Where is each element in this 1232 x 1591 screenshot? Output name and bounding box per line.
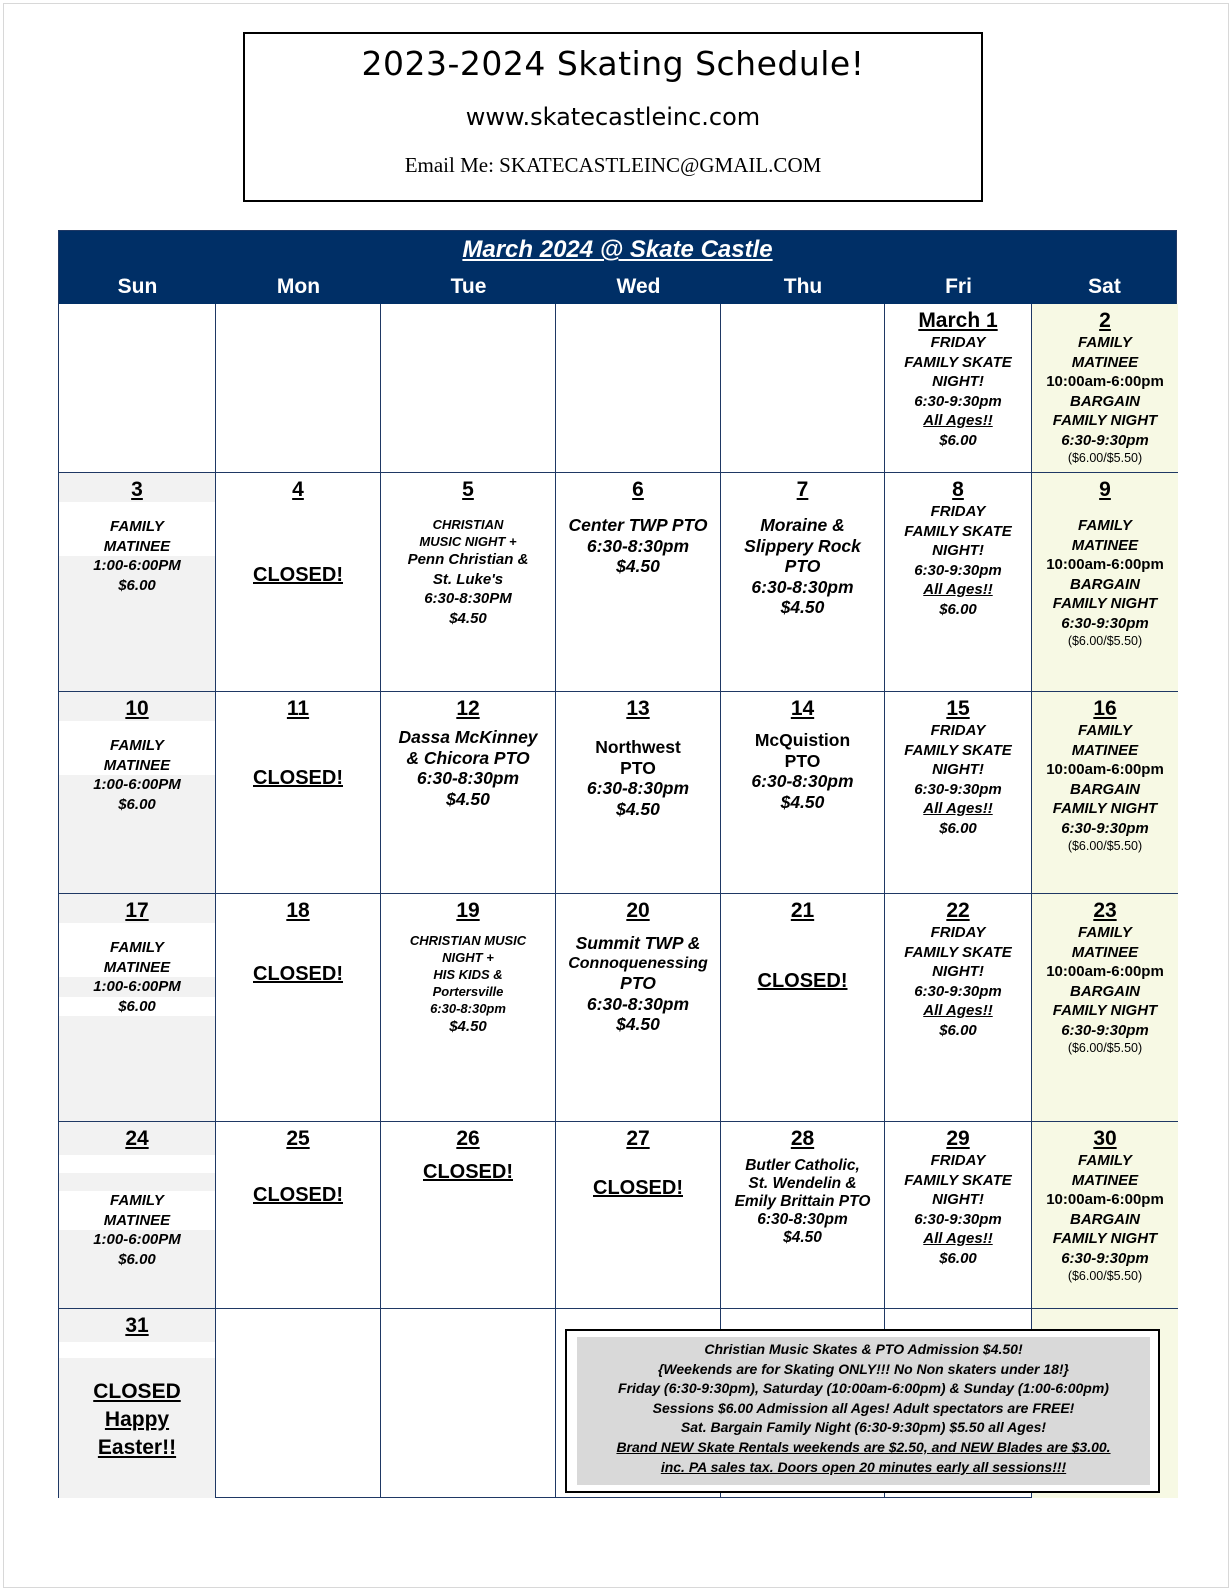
event-line: $6.00 [939, 1021, 977, 1039]
event-line: FAMILY SKATE [904, 943, 1012, 961]
weekday-mon: Mon [276, 275, 321, 298]
event-line: PTO [620, 757, 656, 778]
day-cell-mar28 [721, 1122, 885, 1309]
event-line: MUSIC NIGHT + [419, 534, 517, 549]
weekday-sat: Sat [1088, 275, 1121, 298]
day-number: 27 [626, 1127, 650, 1150]
day-number: 23 [1093, 899, 1117, 922]
event-line: $4.50 [780, 791, 825, 812]
event-line: $6.00 [118, 997, 156, 1015]
day-number: 31 [125, 1314, 149, 1337]
event-line: 1:00-6:00PM [93, 776, 181, 793]
event-line: 6:30-8:30PM [424, 590, 512, 607]
event-line: Summit TWP & [575, 933, 701, 953]
note-line: Friday (6:30-9:30pm), Saturday (10:00am-6:00pm) & Sunday (1:00-6:00pm) [618, 1380, 1109, 1397]
day-number: 19 [456, 899, 480, 922]
event-line: 6:30-9:30pm [914, 1210, 1002, 1228]
event-line: All Ages!! [923, 1230, 993, 1247]
day-cell-mar4 [216, 473, 381, 692]
event-line: Northwest [595, 737, 681, 757]
day-number: 3 [131, 478, 143, 501]
closed-label: CLOSED! [423, 1161, 513, 1183]
event-line: MATINEE [1071, 536, 1139, 554]
event-line: All Ages!! [923, 800, 993, 817]
event-line: $6.00 [939, 431, 977, 449]
event-line: FRIDAY [930, 1152, 986, 1169]
event-line: ($6.00/$5.50) [1067, 1041, 1143, 1055]
event-line: MATINEE [103, 958, 171, 976]
event-line: 6:30-9:30pm [914, 780, 1002, 798]
event-line: FAMILY SKATE [904, 353, 1012, 371]
event-line: BARGAIN [1070, 780, 1140, 798]
weekday-sun: Sun [117, 275, 158, 298]
day-number: 12 [456, 697, 480, 720]
event-line: St. Luke's [432, 570, 504, 588]
event-line: FAMILY [1078, 924, 1132, 941]
event-line: FAMILY [110, 737, 164, 754]
day-cell-empty [381, 304, 556, 473]
day-number: March 1 [918, 309, 998, 332]
closed-label: CLOSED! [593, 1177, 683, 1199]
event-line: MATINEE [1071, 943, 1139, 961]
day-number: 26 [456, 1127, 480, 1150]
day-cell-empty [216, 1309, 381, 1498]
weekday-thu: Thu [783, 275, 823, 298]
event-line: MATINEE [1071, 353, 1139, 371]
event-line: 10:00am-6:00pm [1046, 761, 1164, 778]
day-cell-mar25 [216, 1122, 381, 1309]
event-line: FAMILY NIGHT [1052, 1002, 1158, 1019]
event-line: $6.00 [118, 795, 156, 813]
day-number: 16 [1093, 697, 1117, 720]
event-line: 6:30-9:30pm [914, 982, 1002, 1000]
closed-label: CLOSED! [253, 963, 343, 985]
event-line: FRIDAY [930, 924, 986, 941]
day-cell-mar27 [556, 1122, 721, 1309]
event-line: Moraine & [760, 515, 845, 535]
day-cell-mar21 [721, 894, 885, 1122]
event-line: FAMILY [110, 939, 164, 956]
day-cell-mar3 [59, 473, 216, 692]
day-cell-mar26 [381, 1122, 556, 1309]
event-line: 1:00-6:00PM [93, 978, 181, 995]
day-number: 21 [790, 899, 815, 922]
event-line: & Chicora PTO [406, 747, 530, 768]
day-cell-mar14 [721, 692, 885, 894]
day-cell-mar12 [381, 692, 556, 894]
day-number: 29 [946, 1127, 970, 1150]
day-cell-mar11 [216, 692, 381, 894]
event-line: FAMILY NIGHT [1052, 1230, 1158, 1247]
admission-notes [577, 1337, 1150, 1485]
event-line: 6:30-9:30pm [1061, 431, 1149, 449]
event-line: 1:00-6:00PM [93, 1231, 181, 1248]
event-line: PTO [620, 973, 656, 993]
event-line: 10:00am-6:00pm [1046, 963, 1164, 980]
event-line: 6:30-8:30pm [586, 778, 690, 798]
event-line: 10:00am-6:00pm [1046, 556, 1164, 573]
event-line: 1:00-6:00PM [93, 557, 181, 574]
closed-label: CLOSED! [757, 970, 848, 992]
event-line: $6.00 [939, 1249, 977, 1267]
event-line: Slippery Rock [744, 535, 861, 556]
event-line: ($6.00/$5.50) [1067, 634, 1143, 648]
weekday-tue: Tue [450, 275, 487, 298]
event-line: ($6.00/$5.50) [1067, 839, 1143, 853]
event-line: Butler Catholic, [745, 1157, 860, 1174]
day-cell-mar6 [556, 473, 721, 692]
day-cell-mar1 [885, 304, 1032, 473]
event-line: MATINEE [1071, 1171, 1139, 1189]
weekday-fri: Fri [945, 275, 972, 298]
day-number: 25 [286, 1127, 310, 1150]
event-line: St. Wendelin & [748, 1175, 857, 1192]
note-line: Brand NEW Skate Rentals weekends are $2.50, and NEW Blades are $3.00. [616, 1438, 1111, 1455]
event-line: CHRISTIAN [432, 517, 504, 532]
schedule-title: 2023-2024 Skating Schedule! [361, 44, 865, 83]
day-cell-mar31 [59, 1309, 216, 1498]
closed-label: CLOSED! [253, 1184, 343, 1206]
event-line: FAMILY NIGHT [1052, 412, 1158, 429]
event-line: Emily Brittain PTO [734, 1193, 871, 1210]
event-line: PTO [784, 750, 821, 771]
event-line: $4.50 [449, 1018, 487, 1035]
day-number: 6 [632, 478, 644, 501]
event-line: All Ages!! [923, 1002, 993, 1019]
event-line: FAMILY [1078, 334, 1132, 351]
day-number: 4 [292, 478, 304, 501]
event-line: NIGHT! [932, 373, 984, 390]
contact-email[interactable]: Email Me: SKATECASTLEINC@GMAIL.COM [404, 153, 822, 177]
day-cell-mar9 [1032, 473, 1178, 692]
day-number: 2 [1099, 309, 1111, 332]
day-cell-mar17 [59, 894, 216, 1122]
event-line: $6.00 [118, 576, 156, 594]
event-line: Portersville [432, 984, 504, 999]
day-cell-mar23 [1032, 894, 1178, 1122]
day-number: 24 [125, 1127, 149, 1150]
event-line: MATINEE [103, 1211, 171, 1229]
event-line: FAMILY SKATE [904, 1171, 1012, 1189]
day-number: 10 [125, 697, 149, 720]
event-line: 6:30-8:30pm [757, 1211, 848, 1228]
event-line: CHRISTIAN MUSIC [409, 933, 527, 948]
event-line: All Ages!! [923, 412, 993, 429]
event-line: FAMILY [110, 518, 164, 535]
event-line: 6:30-8:30pm [586, 993, 690, 1014]
closed-easter-line: Easter!! [97, 1436, 177, 1459]
day-cell-mar13 [556, 692, 721, 894]
event-line: NIGHT! [932, 542, 984, 559]
calendar-title: March 2024 @ Skate Castle [462, 236, 773, 263]
day-number: 11 [286, 697, 310, 720]
closed-label: CLOSED! [253, 564, 343, 586]
day-number: 20 [626, 899, 650, 922]
event-line: MATINEE [103, 756, 171, 774]
event-line: $6.00 [939, 600, 977, 618]
day-cell-mar18 [216, 894, 381, 1122]
event-line: 6:30-9:30pm [914, 392, 1002, 410]
day-number: 30 [1093, 1127, 1117, 1150]
day-cell-mar5 [381, 473, 556, 692]
note-line: {Weekends are for Skating ONLY!!! No Non skaters under 18!} [657, 1360, 1070, 1377]
event-line: 6:30-8:30pm [430, 1001, 506, 1016]
day-cell-mar7 [721, 473, 885, 692]
event-line: PTO [784, 556, 821, 576]
event-line: $4.50 [616, 556, 660, 576]
event-line: FAMILY [1078, 517, 1132, 534]
day-cell-mar20 [556, 894, 721, 1122]
event-line: $4.50 [783, 1229, 822, 1246]
event-line: NIGHT + [442, 950, 494, 965]
event-line: $6.00 [939, 819, 977, 837]
event-line: All Ages!! [923, 581, 993, 598]
day-number: 14 [790, 697, 815, 720]
event-line: 10:00am-6:00pm [1046, 1191, 1164, 1208]
event-line: ($6.00/$5.50) [1067, 1269, 1143, 1283]
event-line: FAMILY NIGHT [1052, 595, 1158, 612]
event-line: HIS KIDS & [433, 967, 503, 982]
event-line: Center TWP PTO [568, 515, 708, 535]
day-number: 22 [946, 899, 970, 922]
day-cell-mar29 [885, 1122, 1032, 1309]
event-line: FAMILY [110, 1192, 164, 1209]
event-line: FRIDAY [930, 722, 986, 739]
day-cell-mar8 [885, 473, 1032, 692]
day-number: 5 [462, 478, 474, 501]
day-cell-mar30 [1032, 1122, 1178, 1309]
event-line: Dassa McKinney [398, 727, 538, 747]
day-cell-mar24 [59, 1122, 216, 1309]
event-line: NIGHT! [932, 963, 984, 980]
event-line: 6:30-8:30pm [416, 768, 520, 788]
event-line: 6:30-9:30pm [1061, 819, 1149, 837]
event-line: BARGAIN [1070, 1210, 1140, 1228]
day-number: 9 [1099, 478, 1111, 501]
closed-label: CLOSED! [253, 767, 343, 789]
day-cell-empty [216, 304, 381, 473]
event-line: FRIDAY [930, 334, 986, 351]
event-line: 6:30-8:30pm [586, 535, 690, 556]
march-calendar [58, 230, 1177, 1498]
event-line: FAMILY SKATE [904, 522, 1012, 540]
day-cell-mar15 [885, 692, 1032, 894]
day-number: 17 [125, 899, 149, 922]
event-line: 10:00am-6:00pm [1046, 373, 1164, 390]
event-line: $6.00 [118, 1250, 156, 1268]
event-line: MATINEE [1071, 741, 1139, 759]
day-cell-empty [721, 304, 885, 473]
event-line: McQuistion [754, 730, 851, 750]
event-line: $4.50 [449, 609, 487, 627]
event-line: MATINEE [103, 537, 171, 555]
event-line: $4.50 [446, 788, 490, 809]
day-cell-empty [381, 1309, 556, 1498]
day-cell-mar22 [885, 894, 1032, 1122]
event-line: Penn Christian & [407, 551, 529, 568]
event-line: Connoquenessing [568, 954, 708, 972]
day-cell-mar10 [59, 692, 216, 894]
event-line: ($6.00/$5.50) [1067, 451, 1143, 465]
day-number: 28 [790, 1127, 815, 1150]
note-line: Christian Music Skates & PTO Admission $4.50! [704, 1341, 1023, 1357]
day-cell-empty [59, 304, 216, 473]
event-line: BARGAIN [1070, 392, 1140, 410]
day-cell-mar19 [381, 894, 556, 1122]
event-line: 6:30-9:30pm [1061, 614, 1149, 632]
schedule-header [243, 32, 983, 202]
calendar-title-bar [59, 231, 1176, 304]
event-line: 6:30-8:30pm [751, 771, 854, 791]
website-url[interactable]: www.skatecastleinc.com [465, 103, 761, 131]
event-line: $4.50 [780, 597, 825, 617]
day-number: 18 [286, 899, 310, 922]
event-line: 6:30-9:30pm [1061, 1021, 1149, 1039]
admission-notes-box [565, 1329, 1160, 1493]
event-line: FAMILY [1078, 1152, 1132, 1169]
event-line: NIGHT! [932, 761, 984, 778]
event-line: NIGHT! [932, 1191, 984, 1208]
event-line: BARGAIN [1070, 575, 1140, 593]
event-line: BARGAIN [1070, 982, 1140, 1000]
event-line: 6:30-9:30pm [914, 561, 1002, 579]
day-number: 8 [952, 478, 964, 501]
event-line: FAMILY NIGHT [1052, 800, 1158, 817]
event-line: FRIDAY [930, 503, 986, 520]
event-line: FAMILY SKATE [904, 741, 1012, 759]
day-number: 13 [626, 697, 650, 720]
day-cell-mar2 [1032, 304, 1178, 473]
closed-easter-line: Happy [104, 1408, 170, 1431]
event-line: 6:30-8:30pm [751, 576, 854, 597]
day-number: 15 [946, 697, 970, 720]
day-cell-mar16 [1032, 692, 1178, 894]
note-line: Sessions $6.00 Admission all Ages! Adult spectators are FREE! [652, 1399, 1075, 1416]
weekday-wed: Wed [616, 275, 661, 298]
event-line: $4.50 [616, 798, 660, 819]
closed-easter-line: CLOSED [93, 1380, 181, 1403]
event-line: $4.50 [616, 1014, 660, 1034]
day-cell-empty [556, 304, 721, 473]
note-line: Sat. Bargain Family Night (6:30-9:30pm) $5.50 all Ages! [680, 1419, 1047, 1436]
event-line: FAMILY [1078, 722, 1132, 739]
note-line: inc. PA sales tax. Doors open 20 minutes early all sessions!!! [660, 1458, 1067, 1475]
day-number: 7 [796, 478, 809, 501]
event-line: 6:30-9:30pm [1061, 1249, 1149, 1267]
